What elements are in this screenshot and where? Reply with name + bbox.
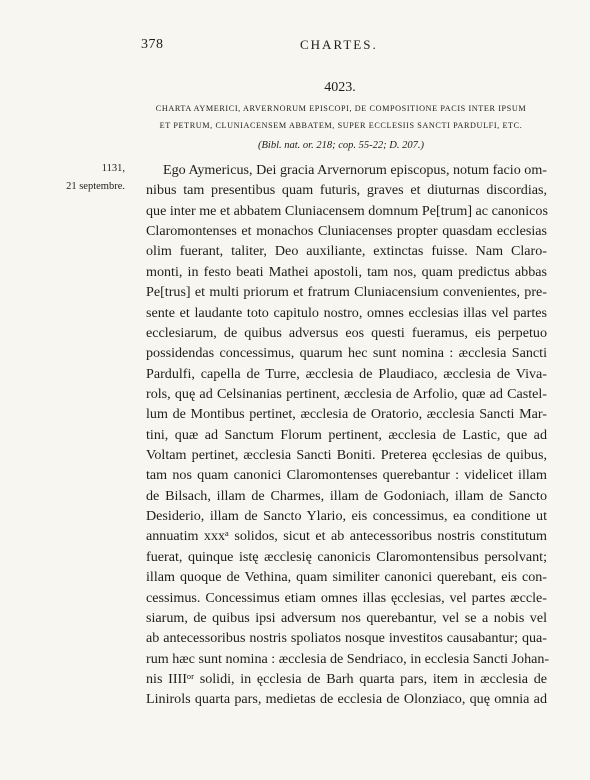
text-line: nis IIIIᵒʳ solidi, in ęcclesia de Barh quarta pars, item in æcclesia de — [146, 670, 547, 687]
charter-heading-line-1: CHARTA AYMERICI, ARVERNORUM EPISCOPI, DE COMPOSITIONE PACIS INTER IPSUM — [155, 104, 527, 113]
text-line: olim fuerant, taliter, Deo auxiliante, extinctas fuisse. Nam Claro- — [146, 243, 547, 260]
text-line: tini, quæ ad Sanctum Florum pertinent, æcclesia de Lastic, que ad — [146, 426, 547, 443]
text-line: Ego Aymericus, Dei gracia Arvernorum episcopus, notum facio om- — [163, 162, 547, 178]
text-line: monti, in festo beati Mathei apostoli, tam nos, quam predictus abbas — [146, 263, 547, 280]
text-line: possidendas concessimus, quarum hec sunt nomina : æcclesia Sancti — [146, 345, 547, 362]
charter-body-text — [146, 160, 550, 710]
text-line: de Bilsach, illam de Charmes, illam de Godoniach, illam de Sancto — [146, 487, 547, 504]
text-line: sente et laudante toto capitulo nostro, omnes ecclesias illas vel partes — [146, 304, 547, 321]
page-number: 378 — [141, 37, 164, 52]
text-line: nibus tam presentibus quam futuris, graves et diuturnas discordias, — [146, 182, 547, 199]
text-line: Pe[trus] et multi priorum et fratrum Cluniacensium convenientes, pre- — [146, 284, 547, 301]
text-line: fuerat, quinque istę æcclesię canonicis Claromontensibus persolvant; — [146, 548, 547, 565]
text-line: que inter me et abbatem Cluniacensem domnum Pe[trum] ac canonicos — [146, 202, 548, 219]
text-line: annuatim xxxᵃ solidos, sicut et ab antecessoribus nostris constitutum — [146, 528, 547, 545]
charter-heading-line-2: ET PETRUM, CLUNIACENSEM ABBATEM, SUPER ECCLESIIS SANCTI PARDULFI, ETC. — [159, 121, 523, 130]
running-title: CHARTES. — [300, 37, 378, 52]
text-line: lum de Montibus pertinet, æcclesia de Oratorio, æcclesia Sancti Mar- — [146, 406, 547, 423]
source-reference: (Bibl. nat. or. 218; cop. 55-22; D. 207.) — [258, 140, 424, 151]
text-line: Claromontenses et monachos Cluniacenses propter quasdam ecclesias — [146, 223, 547, 240]
text-line: Linirols quarta pars, medietas de ecclesia de Olonziaco, quę omnia ad — [146, 691, 547, 708]
text-line: rum hæc sunt nomina : æcclesia de Sendriaco, in ecclesia Sancti Johan- — [146, 650, 550, 667]
charter-number: 4023. — [324, 80, 356, 95]
text-line: cessimus. Concessimus etiam omnes illas ęcclesias, vel partes æccle- — [146, 589, 547, 606]
margin-date: 21 septembre. — [66, 181, 125, 192]
text-line: rols, quę ad Celsinanias pertinent, æcclesia de Arfolio, quæ ad Castel- — [146, 385, 547, 402]
text-line: Voltam pertinet, æcclesia Sancti Boniti. Preterea ęcclesias de quibus, — [146, 447, 547, 464]
charter-heading — [141, 100, 541, 134]
text-line: ecclesiarum, de quibus adversus eos questi fueramus, eis perpetuo — [146, 324, 547, 341]
text-line: tam nos quam canonici Claromontenses querebantur : videlicet illam — [146, 467, 547, 484]
margin-year: 1131, — [101, 163, 125, 174]
text-line: Desiderio, illam de Sancto Ylario, eis concessimus, ea conditione ut — [146, 508, 547, 525]
text-line: Pardulfi, capella de Turre, æcclesia de Plaudiaco, æcclesia de Viva- — [146, 365, 547, 382]
text-line: siarum, de quibus ipsi adversum nos querebantur, vel se a nobis vel — [146, 609, 547, 626]
text-line: illam quoque de Vethina, quam similiter canonici querebant, eis con- — [146, 569, 547, 586]
text-line: ab antecessoribus nostris spoliatos nosque investitos causabantur; qua- — [146, 630, 547, 647]
